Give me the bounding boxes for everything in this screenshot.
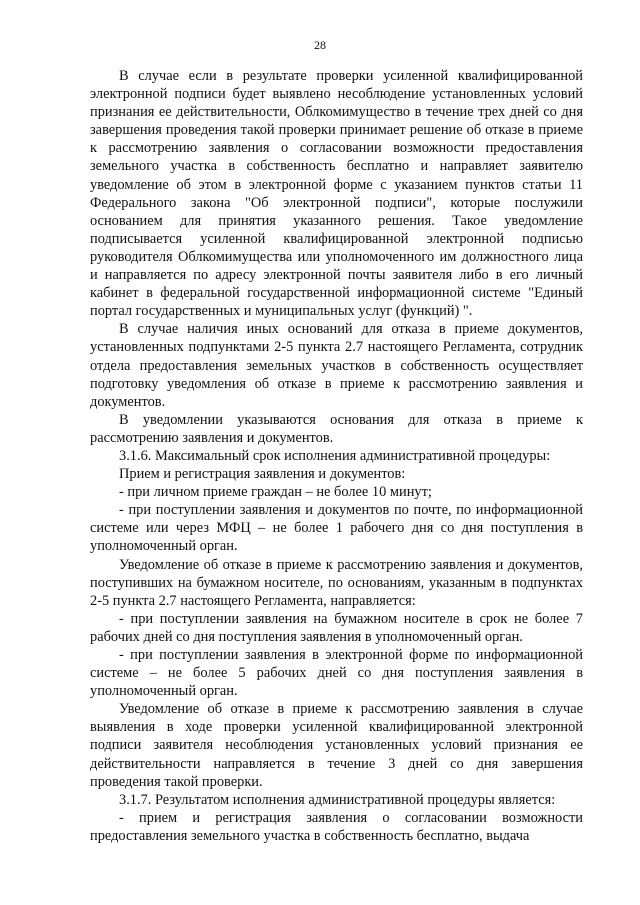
paragraph-reception-registration: Прием и регистрация заявления и документов: [119,466,406,483]
paragraph-section-3-1-6: 3.1.6. Максимальный срок исполнения административной процедуры: [119,447,551,464]
paragraph-refusal-signature-term: Уведомление об отказе в приеме к рассмотрению заявления в случае выявления в ходе проверки усиленной квалифицированной электронной подписи заявителя несоблюдения установленных условий признания ее действительности направляется в течение 3 дней со дня завершения проведения такой проверки. [90,701,583,790]
paragraph-signature-check-refusal: В случае если в результате проверки усиленной квалифицированной электронной подписи будет выявлено несоблюдение установленных условий признания ее действительности, Облкомимущество в течение трех дней со дня завершения проведения такой проверки принимает решение об отказе в приеме к рассмотрению заявления о согласовании возможности предоставления земельного участка в собственность бесплатно и направляет заявителю уведомление об этом в электронной форме с указанием пунктов статьи 11 Федерального закона "Об электронной подписи", которые послужили основанием для принятия указанного решения. Такое уведомление подписывается усиленной квалифицированной электронной подписью руководителя Облкомимущества или уполномоченного им должностного лица и направляется по адресу электронной почты заявителя либо в его личный кабинет в федеральной государственной информационной системе "Единый портал государственных и муниципальных услуг (функций) ". [90,68,583,320]
list-item-result-registration: - прием и регистрация заявления о согласовании возможности предоставления земельного участка в собственность бесплатно, выдача [90,809,583,844]
document-body [90,67,583,845]
list-item-personal-reception: - при личном приеме граждан – не более 10 минут; [119,484,432,501]
list-item-paper-term: - при поступлении заявления на бумажном носителе в срок не более 7 рабочих дней со дня поступления заявления в уполномоченный орган. [90,610,583,645]
paragraph-section-3-1-7: 3.1.7. Результатом исполнения административной процедуры является: [119,791,556,808]
page-number: 28 [314,38,326,52]
list-item-mail-reception: - при поступлении заявления и документов по почте, по информационной системе или через МФЦ – не более 1 рабочего дня со дня поступления в уполномоченный орган. [90,502,583,555]
list-item-electronic-term: - при поступлении заявления в электронной форме по информационной системе – не более 5 рабочих дней со дня поступления заявления в уполномоченный орган. [90,647,583,700]
paragraph-other-grounds: В случае наличия иных оснований для отказа в приеме документов, установленных подпунктами 2-5 пункта 2.7 настоящего Регламента, сотрудник отдела предоставления земельных участков в собственность осуществляет подготовку уведомления об отказе в приеме к рассмотрению заявления и документов. [90,321,583,410]
paragraph-refusal-paper: Уведомление об отказе в приеме к рассмотрению заявления и документов, поступивших на бумажном носителе, по основаниям, указанным в подпунктах 2-5 пункта 2.7 настоящего Регламента, направляется: [90,556,583,609]
paragraph-notice-grounds: В уведомлении указываются основания для отказа в приеме к рассмотрению заявления и документов. [90,411,583,446]
